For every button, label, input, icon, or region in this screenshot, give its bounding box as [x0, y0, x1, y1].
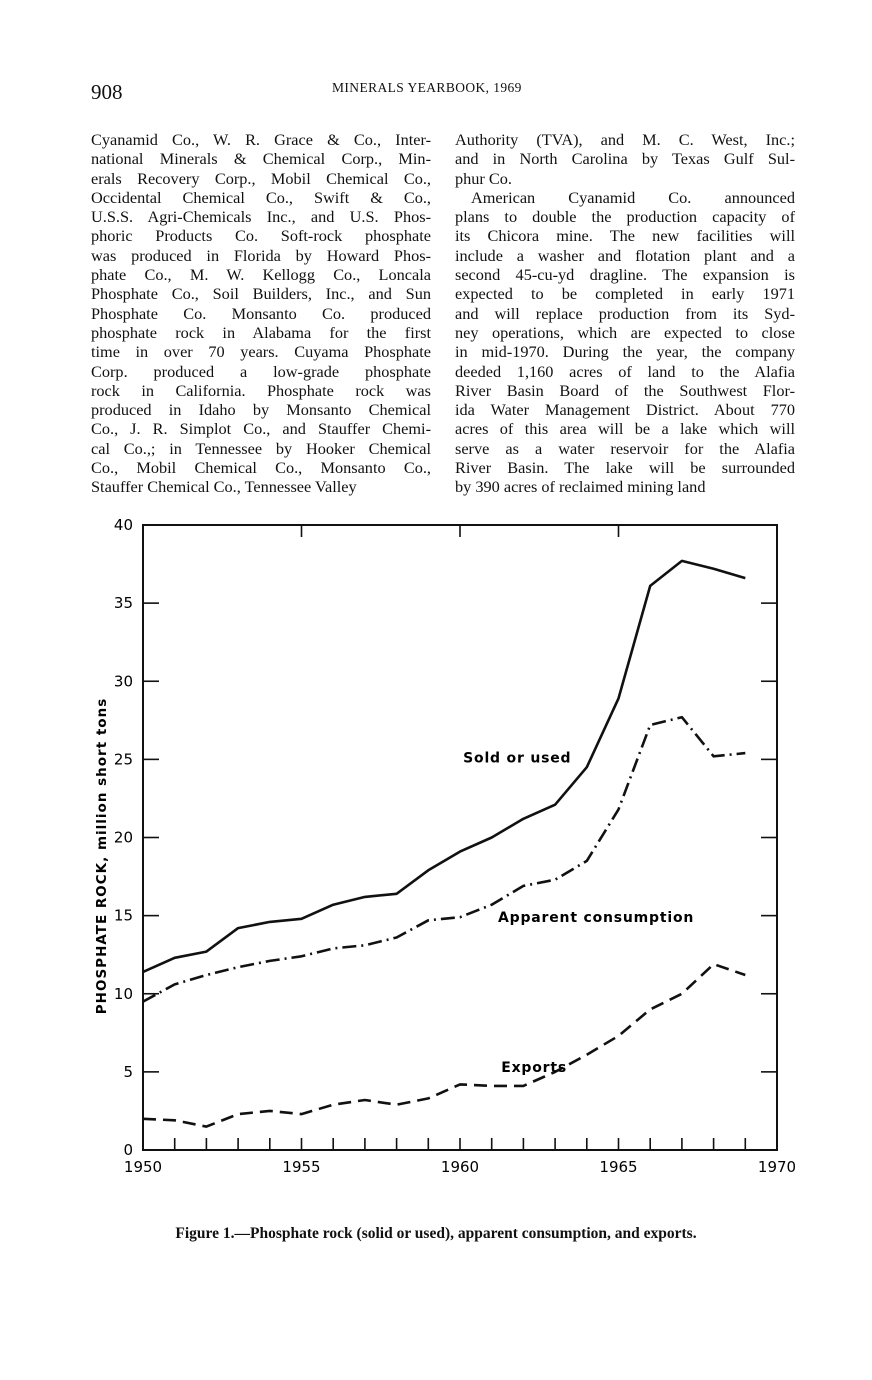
text-line: cal Co.,; in Tennessee by Hooker Chemical — [91, 438, 431, 458]
y-tick-label: 10 — [113, 984, 133, 1003]
plot-frame — [143, 525, 777, 1150]
text-line: Co., J. R. Simplot Co., and Stauffer Chemi- — [91, 419, 431, 439]
text-line: American Cyanamid Co. announced — [471, 187, 795, 207]
series-annotation: Sold or used — [463, 750, 572, 767]
text-line: Co., Mobil Chemical Co., Monsanto Co., — [91, 458, 431, 478]
series-line-2 — [143, 964, 745, 1127]
text-line: and will replace production from its Syd- — [455, 303, 795, 323]
y-tick-label: 5 — [123, 1062, 133, 1081]
right-text-column — [455, 130, 795, 497]
text-line: phate Co., M. W. Kellogg Co., Loncala — [91, 265, 431, 285]
text-line: Cyanamid Co., W. R. Grace & Co., Inter- — [91, 130, 431, 149]
x-tick-label: 1970 — [757, 1158, 797, 1176]
text-line: its Chicora mine. The new facilities will — [455, 226, 795, 246]
text-line: Corp. produced a low-grade phosphate — [91, 361, 431, 381]
y-tick-label: 25 — [113, 750, 133, 769]
text-line: time in over 70 years. Cuyama Phosphate — [91, 342, 431, 362]
text-line: phosphate rock in Alabama for the first — [91, 322, 431, 342]
text-line: Phosphate Co. Monsanto Co. produced — [91, 303, 431, 323]
page-number: 908 — [91, 80, 123, 104]
text-line: serve as a water reservoir for the Alafia — [455, 438, 795, 458]
text-line: erals Recovery Corp., Mobil Chemical Co., — [91, 168, 431, 188]
x-tick-label: 1955 — [282, 1158, 321, 1176]
text-line: national Minerals & Chemical Corp., Min- — [91, 149, 431, 169]
text-line: U.S.S. Agri-Chemicals Inc., and U.S. Phos- — [91, 207, 431, 227]
text-line: plans to double the production capacity of — [455, 207, 795, 227]
left-text-column — [91, 130, 431, 497]
series-annotation: Apparent consumption — [498, 909, 695, 926]
x-tick-label: 1965 — [599, 1158, 638, 1176]
y-tick-label: 35 — [113, 594, 133, 613]
text-line: in mid-1970. During the year, the company — [455, 342, 795, 362]
text-line: by 390 acres of reclaimed mining land — [455, 477, 706, 497]
y-tick-label: 30 — [113, 672, 133, 691]
text-line: rock in California. Phosphate rock was — [91, 380, 431, 400]
text-line: include a washer and flotation plant and a — [455, 245, 795, 265]
x-tick-label: 1960 — [440, 1158, 480, 1176]
running-head: MINERALS YEARBOOK, 1969 — [332, 80, 522, 95]
text-line: Occidental Chemical Co., Swift & Co., — [91, 187, 431, 207]
text-line: second 45-cu-yd dragline. The expansion is — [455, 265, 795, 285]
figure-caption: Figure 1.—Phosphate rock (solid or used), apparent consumption, and exports. — [175, 1225, 697, 1242]
text-line: expected to be completed in early 1971 — [455, 284, 795, 304]
y-tick-label: 20 — [113, 828, 133, 847]
x-tick-label: 1950 — [123, 1158, 163, 1176]
series-annotation: Exports — [501, 1059, 567, 1076]
text-line: phoric Products Co. Soft-rock phosphate — [91, 226, 431, 246]
text-line: and in North Carolina by Texas Gulf Sul- — [455, 149, 795, 169]
text-line: phur Co. — [455, 168, 512, 188]
text-line: produced in Idaho by Monsanto Chemical — [91, 400, 431, 420]
text-line: deeded 1,160 acres of land to the Alafia — [455, 361, 795, 381]
text-line: Authority (TVA), and M. C. West, Inc.; — [455, 130, 795, 149]
text-line: ney operations, which are expected to close — [455, 322, 795, 342]
text-line: Phosphate Co., Soil Builders, Inc., and Sun — [91, 284, 431, 304]
text-line: ida Water Management District. About 770 — [455, 400, 795, 420]
text-line: acres of this area will be a lake which will — [455, 419, 795, 439]
text-line: River Basin Board of the Southwest Flor- — [455, 380, 795, 400]
text-line: was produced in Florida by Howard Phos- — [91, 245, 431, 265]
y-tick-label: 40 — [113, 516, 133, 534]
phosphate-rock-chart — [80, 510, 800, 1190]
y-tick-label: 15 — [113, 906, 133, 925]
text-line: Stauffer Chemical Co., Tennessee Valley — [91, 477, 357, 497]
series-line-1 — [143, 717, 745, 1001]
text-line: River Basin. The lake will be surrounded — [455, 458, 795, 478]
y-tick-label: 0 — [123, 1141, 133, 1159]
y-axis-label: PHOSPHATE ROCK, million short tons — [94, 697, 110, 1015]
